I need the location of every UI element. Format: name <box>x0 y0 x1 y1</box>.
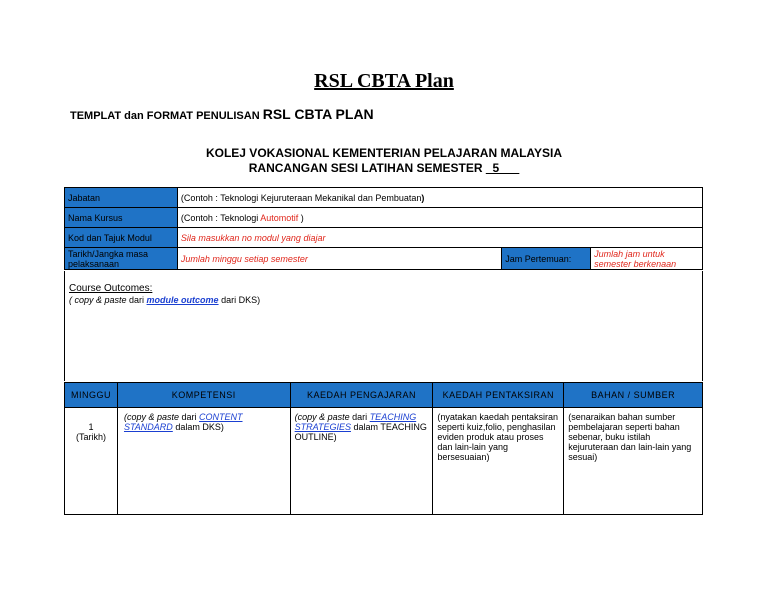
pengajaran-mid: dari <box>349 412 370 422</box>
kursus-value-prefix: (Contoh : Teknologi <box>180 212 261 223</box>
header-kompetensi: KOMPETENSI <box>117 383 290 408</box>
page-title: RSL CBTA Plan <box>314 70 454 92</box>
module-outcome-link[interactable]: module outcome <box>146 295 219 305</box>
header-kaedah-pentaksiran: KAEDAH PENTAKSIRAN <box>433 383 564 408</box>
header-bahan-sumber: BAHAN / SUMBER <box>564 383 703 408</box>
org-name: KOLEJ VOKASIONAL KEMENTERIAN PELAJARAN MALAYSIA <box>205 146 563 160</box>
pengajaran-suffix: dalam TEACHING OUTLINE) <box>294 422 427 442</box>
pentaksiran-cell[interactable]: (nyatakan kaedah pentaksiran seperti kuiz,folio, penghasilan eviden produk atau proses dan lain-lain yang bersesuaian) <box>433 408 564 515</box>
kompetensi-mid: dari <box>179 412 200 422</box>
header-minggu: MINGGU <box>65 383 118 408</box>
plan-heading-label: RANCANGAN SESI LATIHAN SEMESTER <box>248 161 483 175</box>
row-modul <box>65 228 703 248</box>
plan-heading <box>0 161 768 175</box>
pengajaran-prefix: (copy & paste <box>294 412 350 422</box>
outcomes-note-suffix: dari DKS) <box>218 295 261 305</box>
kursus-value-suffix: ) <box>298 212 304 223</box>
semester-value: _5___ <box>485 161 520 175</box>
kursus-value[interactable] <box>177 208 702 228</box>
jabatan-label: Jabatan <box>65 188 178 208</box>
row-tarikh <box>65 248 703 270</box>
session-table <box>64 382 703 515</box>
kompetensi-prefix: (copy & paste <box>123 412 179 422</box>
tarikh-label: Tarikh/Jangka masa pelaksanaan <box>65 248 178 270</box>
info-table <box>64 187 703 270</box>
subtitle-prefix: TEMPLAT dan FORMAT PENULISAN <box>70 110 260 122</box>
jabatan-value[interactable] <box>177 188 702 208</box>
table-row <box>65 408 703 515</box>
minggu-cell[interactable] <box>65 408 118 515</box>
row-jabatan <box>65 188 703 208</box>
jam-value[interactable]: Jumlah jam untuk semester berkenaan <box>591 248 703 270</box>
outcomes-heading: Course Outcomes: <box>69 283 153 294</box>
header-kaedah-pengajaran: KAEDAH PENGAJARAN <box>290 383 433 408</box>
tarikh-value[interactable]: Jumlah minggu setiap semester <box>177 248 501 270</box>
kursus-value-red: Automotif <box>260 212 299 223</box>
minggu-number: 1 <box>88 422 94 432</box>
modul-value[interactable]: Sila masukkan no modul yang diajar <box>177 228 702 248</box>
content-standard-link[interactable]: CONTENT STANDARD <box>123 412 243 432</box>
teaching-strategies-link[interactable]: TEACHING STRATEGIES <box>294 412 417 432</box>
subtitle-main: RSL CBTA PLAN <box>262 106 374 122</box>
outcomes-note-mid: dari <box>126 295 147 305</box>
row-kursus <box>65 208 703 228</box>
jabatan-value-close: ) <box>421 192 425 203</box>
kompetensi-suffix: dalam DKS) <box>172 422 224 432</box>
jabatan-value-open: (Contoh : Teknologi Kejuruteraan Mekanikal dan Pembuatan <box>180 192 422 203</box>
minggu-date: (Tarikh) <box>75 432 106 442</box>
outcomes-note <box>69 295 260 305</box>
modul-label: Kod dan Tajuk Modul <box>65 228 178 248</box>
outcomes-note-prefix: ( copy & paste <box>69 295 127 305</box>
kompetensi-cell[interactable] <box>117 408 290 515</box>
session-header-row <box>65 383 703 408</box>
jam-label: Jam Pertemuan: <box>502 248 591 270</box>
course-outcomes[interactable] <box>64 271 703 381</box>
kursus-label: Nama Kursus <box>65 208 178 228</box>
bahan-cell[interactable]: (senaraikan bahan sumber pembelajaran seperti bahan sebenar, buku istilah kejuruteraan dan lain-lain yang sesuai) <box>564 408 703 515</box>
subtitle <box>70 106 374 122</box>
pengajaran-cell[interactable] <box>290 408 433 515</box>
